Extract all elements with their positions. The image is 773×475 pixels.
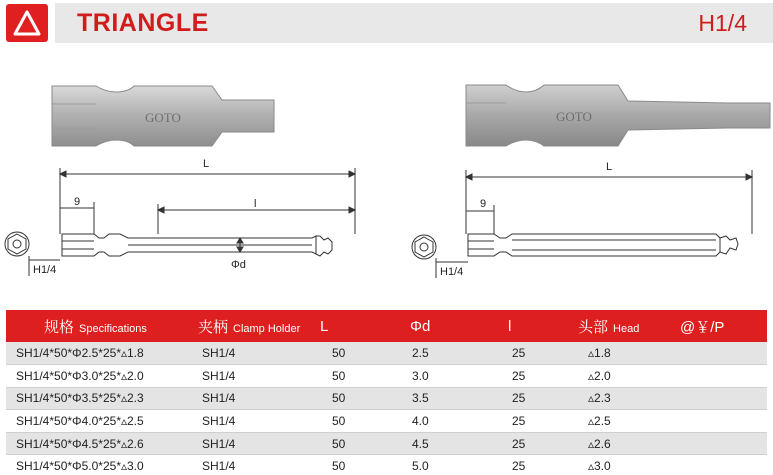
cell-spec: SH1/4*50*Φ4.5*25*▵2.6 — [16, 436, 144, 451]
col-work-length-header: l — [508, 317, 512, 335]
category-logo — [6, 4, 48, 42]
cell-length: 50 — [332, 459, 346, 474]
left-bit-photo — [52, 86, 274, 146]
cell-clamp: SH1/4 — [202, 346, 236, 361]
table-row — [6, 410, 767, 433]
cell-head: ▵2.6 — [588, 436, 611, 451]
cell-diameter: 4.5 — [412, 436, 429, 451]
cell-work-length: 25 — [512, 346, 526, 361]
cell-price — [676, 410, 767, 433]
spec-table — [6, 310, 767, 475]
cell-diameter: 2.5 — [412, 346, 429, 361]
product-illustrations — [0, 46, 773, 306]
cell-length: 50 — [332, 346, 346, 361]
cell-head: ▵3.0 — [588, 459, 611, 474]
left-dim-diameter: Φd — [231, 259, 246, 271]
left-brand-mark: GOTO — [145, 110, 181, 125]
cell-length: 50 — [332, 368, 346, 383]
right-bit-photo — [466, 85, 770, 146]
cell-head: ▵2.5 — [588, 414, 611, 429]
right-hex-label: H1/4 — [440, 266, 464, 278]
table-row — [6, 432, 767, 455]
cell-work-length: 25 — [512, 459, 526, 474]
left-hex-label: H1/4 — [33, 264, 57, 276]
cell-head: ▵2.0 — [588, 368, 611, 383]
right-dim-l-total: L — [606, 161, 613, 173]
shank-size: H1/4 — [698, 10, 747, 36]
cell-clamp: SH1/4 — [202, 414, 236, 429]
cell-price — [676, 432, 767, 455]
table-row — [6, 365, 767, 388]
table-row — [6, 342, 767, 365]
cell-price — [676, 342, 767, 365]
page-header — [0, 0, 773, 46]
cell-clamp: SH1/4 — [202, 436, 236, 451]
cell-spec: SH1/4*50*Φ4.0*25*▵2.5 — [16, 414, 144, 429]
left-dim-hex: 9 — [74, 196, 81, 208]
col-diameter-header: Φd — [410, 317, 431, 335]
cell-price — [676, 365, 767, 388]
triangle-icon — [11, 7, 43, 39]
cell-price — [676, 387, 767, 410]
cell-work-length: 25 — [512, 391, 526, 406]
cell-work-length: 25 — [512, 414, 526, 429]
title-bar — [55, 3, 773, 43]
col-clamp-header: 夹柄 Clamp Holder — [198, 318, 301, 336]
col-head-header: 头部 Head — [578, 318, 640, 336]
cell-spec: SH1/4*50*Φ3.5*25*▵2.3 — [16, 391, 144, 406]
cell-head: ▵1.8 — [588, 346, 611, 361]
cell-clamp: SH1/4 — [202, 459, 236, 474]
cell-diameter: 3.0 — [412, 368, 429, 383]
table-row — [6, 455, 767, 475]
col-length-header: L — [320, 317, 329, 335]
col-spec-header: 规格 Specifications — [44, 318, 147, 336]
left-dim-work: l — [254, 198, 257, 210]
left-dim-l-total: L — [203, 158, 210, 170]
cell-diameter: 3.5 — [412, 391, 429, 406]
right-brand-mark: GOTO — [556, 109, 592, 124]
table-row — [6, 387, 767, 410]
cell-head: ▵2.3 — [588, 391, 611, 406]
right-dim-hex: 9 — [480, 198, 487, 210]
cell-clamp: SH1/4 — [202, 391, 236, 406]
cell-length: 50 — [332, 436, 346, 451]
left-technical-drawing — [5, 168, 355, 276]
cell-spec: SH1/4*50*Φ5.0*25*▵3.0 — [16, 459, 144, 474]
right-technical-drawing — [412, 170, 752, 278]
cell-clamp: SH1/4 — [202, 368, 236, 383]
cell-price — [676, 455, 767, 475]
cell-spec: SH1/4*50*Φ2.5*25*▵1.8 — [16, 346, 144, 361]
cell-work-length: 25 — [512, 436, 526, 451]
cell-length: 50 — [332, 391, 346, 406]
col-price-header: @￥/P — [680, 318, 725, 336]
page-title: TRIANGLE — [77, 9, 209, 37]
cell-diameter: 5.0 — [412, 459, 429, 474]
table-header-row — [6, 310, 767, 342]
cell-length: 50 — [332, 414, 346, 429]
cell-spec: SH1/4*50*Φ3.0*25*▵2.0 — [16, 368, 144, 383]
cell-diameter: 4.0 — [412, 414, 429, 429]
cell-work-length: 25 — [512, 368, 526, 383]
